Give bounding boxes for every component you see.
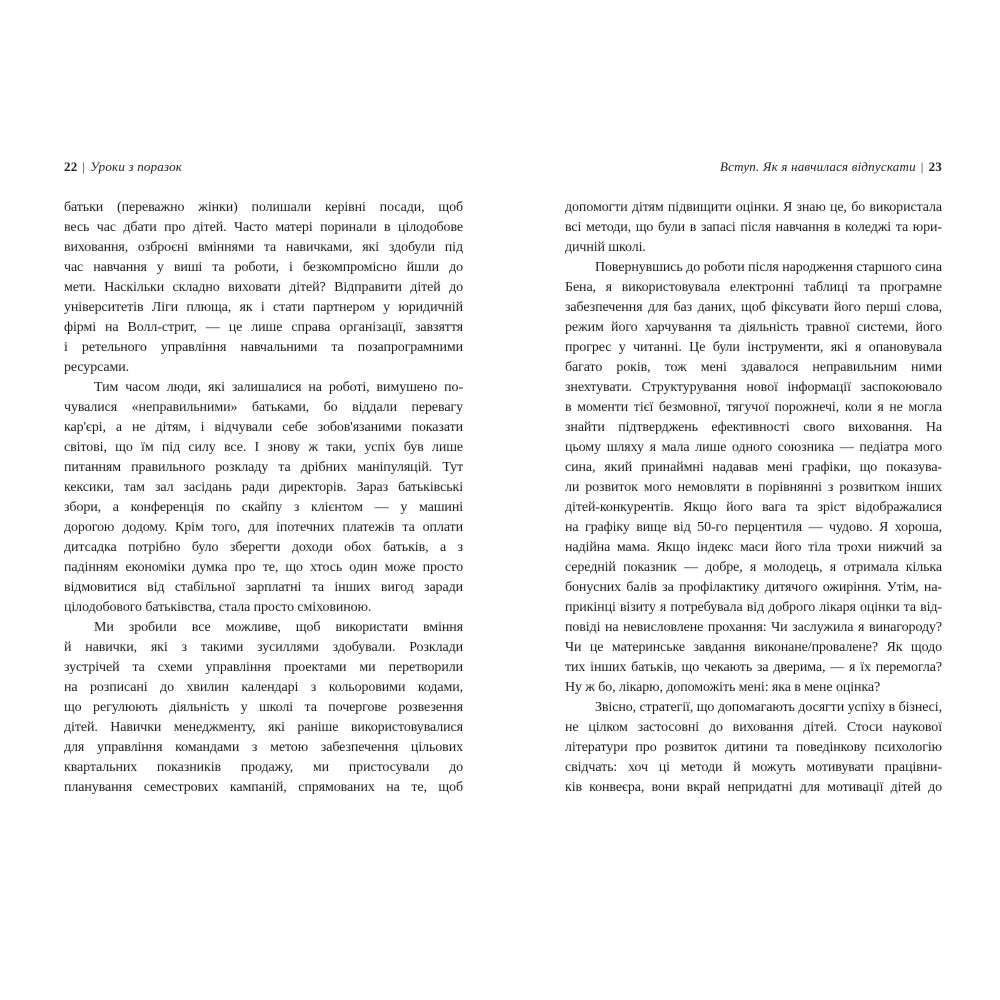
text-line: планування семестрових кампаній, спрямованих на те, щоб: [64, 780, 463, 795]
text-line: Ну ж бо, лікарю, допоможіть мені: яка в мене оцінка?: [565, 680, 881, 695]
text-line: сина, який принаймні надавав мені графіки, що показува-: [565, 460, 942, 475]
text-line: тих інших батьків, що чекають за дверима, — я їх перемогла?: [565, 660, 942, 675]
text-line: світові, що їм під силу все. І знову ж таки, успіх був лише: [64, 440, 463, 455]
left-header-chapter-title: Уроки з поразок: [90, 159, 183, 174]
text-line: знайти підтверджень ефективності свого виховання. На: [565, 420, 942, 435]
text-line: фірмі на Волл-стрит, — це лише справа організації, завзяття: [64, 320, 463, 335]
text-line: дичній школі.: [565, 240, 646, 255]
text-line: на графіку вище від 50-го перцентиля — чудово. Я хороша,: [565, 520, 942, 535]
text-line: прогрес у читанні. Це були інструменти, які я опановувала: [565, 340, 942, 355]
text-line: університетів Ліги плюща, як і стати партнером у юридичній: [64, 300, 463, 315]
text-line: забезпечення для баз даних, щоб фіксувати його перші слова,: [565, 300, 942, 315]
text-line: дитсадка потрібно було зберегти доходи обох батьків, а з: [64, 540, 463, 555]
text-line: допомогти дітям підвищити оцінки. Я знаю це, бо використала: [565, 200, 942, 215]
text-line: ресурсами.: [64, 360, 130, 375]
text-line: мети. Наскільки складно виховати дітей? Відправити дітей до: [64, 280, 463, 295]
text-line: цьому шляху я мала лише одного союзника — педіатра мого: [565, 440, 942, 455]
text-line: Чи це материнське завдання виконане/провалене? Як щодо: [565, 640, 942, 655]
right-header-separator: |: [920, 159, 924, 174]
text-line: дорогою додому. Крім того, для іпотечних платежів та оплати: [64, 520, 463, 535]
text-line: свідчать: хоч ці методи й можуть мотивувати працівни-: [565, 760, 942, 775]
text-line: чувалися «неправильними» батьками, бо віддали перевагу: [64, 400, 463, 415]
text-line: ли розвиток мого немовляти в порівнянні з розвитком інших: [565, 480, 942, 495]
right-running-header: [565, 159, 942, 175]
text-line: в моменти тієї безмовної, тягучої порожнечі, коли я не могла: [565, 400, 942, 415]
text-line: прикінці візиту я потребувала від доброго лікаря оцінки та від-: [565, 600, 942, 615]
left-page-number: 22: [64, 159, 78, 174]
text-line: знехтувати. Структурування нової інформації заспокоювало: [565, 380, 942, 395]
left-running-header: [64, 159, 182, 175]
text-line: зустрічей та схеми управління проектами ми перетворили: [64, 660, 463, 675]
text-line: повіді на невисловлене прохання: Чи заслужила я винагороду?: [565, 620, 942, 635]
text-line: Тим часом люди, які залишалися на роботі, вимушено по-: [94, 380, 463, 395]
right-header-chapter-title: Вступ. Як я навчилася відпускати: [719, 159, 916, 174]
text-line: Звісно, стратегії, що допомагають досягти успіху в бізнесі,: [595, 700, 942, 715]
text-line: кар'єрі, а не дітям, і відчували себе зобов'язаними показати: [64, 420, 463, 435]
left-body-text: [64, 198, 463, 798]
text-line: багато років, тож мені здавалося неправильним ними: [565, 360, 942, 375]
text-line: відмовитися від стабільної зарплатні та інших вигод заради: [64, 580, 463, 595]
text-line: і ретельного управління навчальними та позапрограмними: [64, 340, 463, 355]
text-line: батьки (переважно жінки) полишали керівні посади, щоб: [64, 200, 463, 215]
left-header-separator: |: [82, 159, 86, 174]
text-line: питанням правильного розкладу та дрібних маніпуляцій. Тут: [64, 460, 463, 475]
text-line: падінням економіки думка про те, що хтось один може просто: [64, 560, 463, 575]
text-line: для управління командами з метою забезпечення цільових: [64, 740, 463, 755]
text-line: Повернувшись до роботи після народження старшого сина: [595, 260, 942, 275]
text-line: виховання, озброєні вміннями та навичками, які здобули під: [64, 240, 463, 255]
text-line: на розписані до хвилин календарі з кольоровими кодами,: [64, 680, 463, 695]
text-line: надійна мама. Якщо індекс маси його тіла трохи нижчий за: [565, 540, 942, 555]
text-line: не цілком застосовні до виховання дітей. Стоси наукової: [565, 720, 942, 735]
right-page-number: 23: [928, 159, 942, 174]
text-line: й навички, які з такими зусиллями здобували. Розклади: [64, 640, 463, 655]
text-line: збори, а конференція по скайпу з клієнтом — у машині: [64, 500, 463, 515]
text-line: Ми зробили все можливе, щоб використати вміння: [94, 620, 463, 635]
text-line: бонусних балів за профілактику дитячого ожиріння. Утім, на-: [565, 580, 942, 595]
text-line: час навчання у виші та роботи, і безкомпромісно йшли до: [64, 260, 463, 275]
text-line: Бена, я використовувала електронні таблиці та програмне: [565, 280, 942, 295]
text-line: дітей-конкурентів. Якщо його вага та зріст відображалися: [565, 500, 942, 515]
text-line: ків конвеєра, вони вкрай непридатні для мотивації дітей до: [565, 780, 942, 795]
text-line: весь час дбати про дітей. Часто матері поринали в цілодобове: [64, 220, 463, 235]
text-line: середній показник — добре, я молодець, я отримала кілька: [565, 560, 942, 575]
text-line: режим його харчування та діяльність травної системи, його: [565, 320, 942, 335]
text-line: цілодобового батьківства, стала просто сміховиною.: [64, 600, 372, 615]
right-body-text: [565, 198, 942, 798]
text-line: кексики, там зал засідань ради директорів. Зараз батьківські: [64, 480, 463, 495]
text-line: що регулюють діяльність у школі та почергове розвезення: [64, 700, 463, 715]
text-line: всі методи, що були в запасі після навчання в коледжі та юри-: [565, 220, 942, 235]
text-line: квартальних показників продажу, ми пристосували до: [64, 760, 463, 775]
text-line: літератури про розвиток дитини та поведінкову психологію: [565, 740, 942, 755]
text-line: дітей. Навички менеджменту, які раніше використовувалися: [64, 720, 463, 735]
